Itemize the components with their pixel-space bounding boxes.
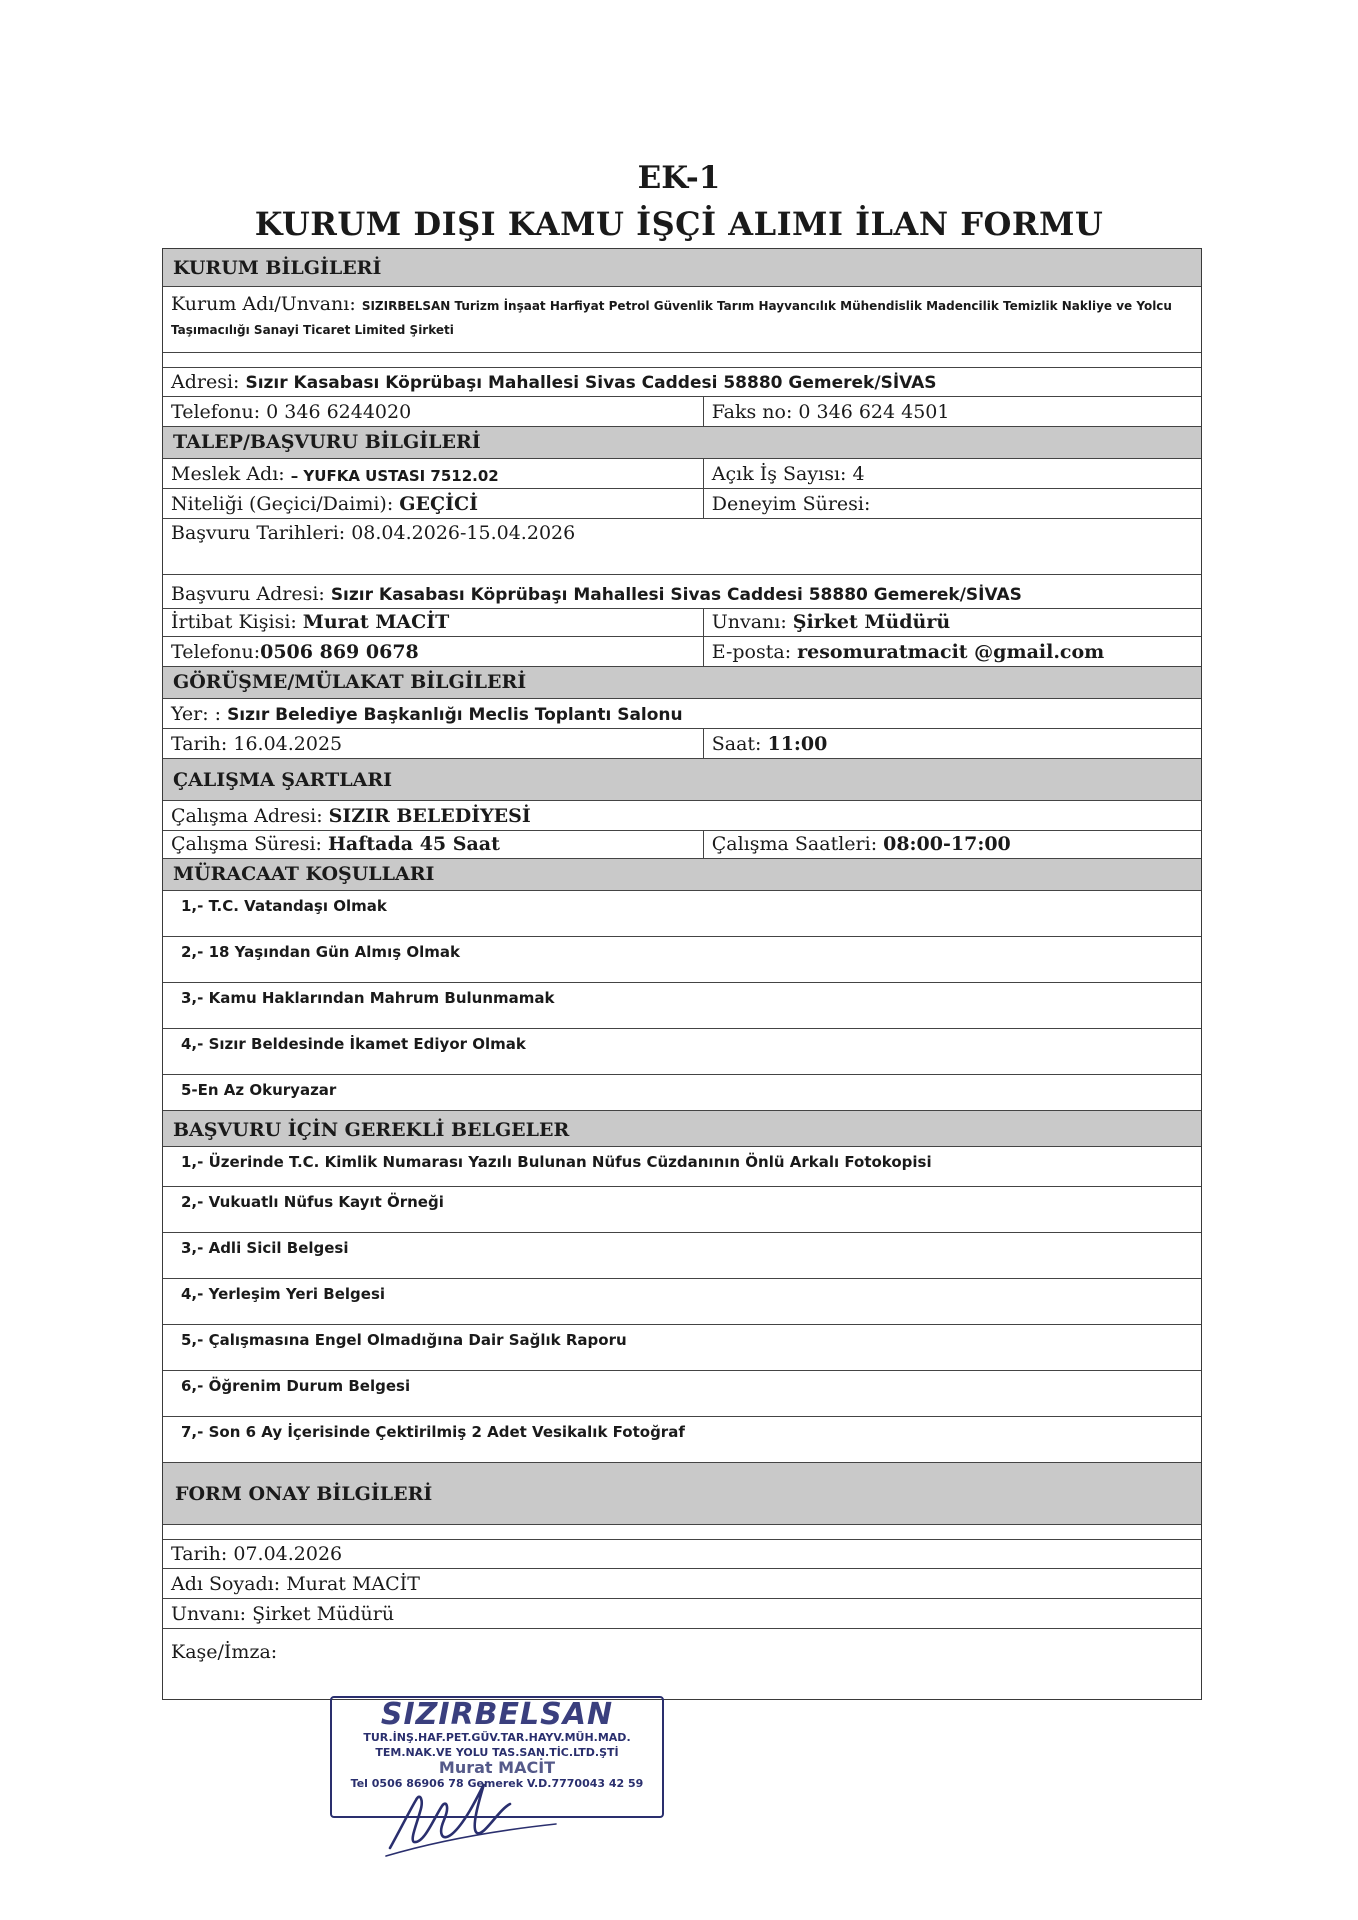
muracaat-item: 5-En Az Okuryazar [163,1075,1201,1111]
belge-item: 6,- Öğrenim Durum Belgesi [163,1371,1201,1417]
kurum-adi-value: SIZIRBELSAN Turizm İnşaat Harfiyat Petrol Güvenlik Tarım Hayvancılık Mühendislik Madencilik Temizlik Nakliye ve Yolcu Taşımacılığı Sanayi Ticaret Limited Şirketi [171,299,1172,337]
section-muracaat-header: MÜRACAAT KOŞULLARI [163,859,1201,891]
signature-icon [380,1770,560,1860]
basvuru-adresi-label: Başvuru Adresi: [171,583,325,605]
deneyim-suresi: Deneyim Süresi: [703,489,1201,518]
belge-item: 4,- Yerleşim Yeri Belgesi [163,1279,1201,1325]
basvuru-adresi-row [163,575,1201,609]
section-talep-header: TALEP/BAŞVURU BİLGİLERİ [163,427,1201,459]
eposta-label: E-posta: [711,641,792,663]
section-kurum-header: KURUM BİLGİLERİ [163,249,1201,287]
belgeler-list [163,1147,1201,1463]
belge-item: 7,- Son 6 Ay İçerisinde Çektirilmiş 2 Adet Vesikalık Fotoğraf [163,1417,1201,1463]
acik-is-sayisi: Açık İş Sayısı: 4 [703,459,1201,488]
kurum-faks: Faks no: 0 346 624 4501 [703,397,1201,426]
announcement-form [162,248,1202,1700]
section-calisma-header: ÇALIŞMA ŞARTLARI [163,759,1201,801]
calisma-suresi-value: Haftada 45 Saat [327,833,500,855]
telefon-value: 0506 869 0678 [260,641,419,663]
yer-row [163,699,1201,729]
kurum-telefon: Telefonu: 0 346 6244020 [171,401,412,423]
nitelik-row [163,489,1201,519]
basvuru-tarihleri-row [163,519,1201,575]
section-belgeler-header: BAŞVURU İÇİN GEREKLİ BELGELER [163,1111,1201,1147]
yer-label: Yer: : [171,703,222,725]
section-onay-header: FORM ONAY BİLGİLERİ [163,1463,1201,1525]
muracaat-item: 3,- Kamu Haklarından Mahrum Bulunmamak [163,983,1201,1029]
irtibat-row [163,609,1201,637]
meslek-row [163,459,1201,489]
calisma-saatleri-value: 08:00-17:00 [883,833,1011,855]
kurum-adi-label: Kurum Adı/Unvanı: [171,293,356,315]
stamp-line-1: TUR.İNŞ.HAF.PET.GÜV.TAR.HAYV.MÜH.MAD. [363,1731,631,1744]
irtibat-value: Murat MACİT [302,611,450,633]
nitelik-value: GEÇİCİ [399,493,478,515]
belge-item: 5,- Çalışmasına Engel Olmadığına Dair Sağlık Raporu [163,1325,1201,1371]
gorusme-tarih-row [163,729,1201,759]
belge-item: 1,- Üzerinde T.C. Kimlik Numarası Yazılı Bulunan Nüfus Cüzdanının Önlü Arkalı Fotokopisi [163,1147,1201,1187]
kase-imza-label: Kaşe/İmza: [171,1641,278,1663]
onay-adi-soyadi: Adı Soyadı: Murat MACİT [163,1569,1201,1599]
iletisim-row [163,637,1201,667]
muracaat-item: 1,- T.C. Vatandaşı Olmak [163,891,1201,937]
basvuru-adresi-value: Sızır Kasabası Köprübaşı Mahallesi Sivas Caddesi 58880 Gemerek/SİVAS [330,585,1022,605]
kurum-adi-row [163,287,1201,353]
calisma-adresi-label: Çalışma Adresi: [171,805,323,827]
kurum-adres-value: Sızır Kasabası Köprübaşı Mahallesi Sivas Caddesi 58880 Gemerek/SİVAS [245,373,937,393]
kurum-telefon-row [163,397,1201,427]
gorusme-tarih: Tarih: 16.04.2025 [171,733,343,755]
belge-item: 2,- Vukuatlı Nüfus Kayıt Örneği [163,1187,1201,1233]
muracaat-list [163,891,1201,1111]
nitelik-label: Niteliği (Geçici/Daimi): [171,493,394,515]
calisma-saatleri-label: Çalışma Saatleri: [711,833,878,855]
kase-imza-row [163,1629,1201,1699]
saat-value: 11:00 [767,733,828,755]
yer-value: Sızır Belediye Başkanlığı Meclis Toplantı Salonu [227,705,683,725]
saat-label: Saat: [711,733,762,755]
calisma-suresi-label: Çalışma Süresi: [171,833,322,855]
stamp-line-2: TEM.NAK.VE YOLU TAS.SAN.TİC.LTD.ŞTİ [375,1746,619,1759]
irtibat-label: İrtibat Kişisi: [171,611,297,633]
belge-item: 3,- Adli Sicil Belgesi [163,1233,1201,1279]
stamp-line-3: Tel 0506 86906 78 Gemerek V.D.7770043 42 59 [350,1777,644,1790]
calisma-adresi-row [163,801,1201,831]
basvuru-tarihleri: Başvuru Tarihleri: 08.04.2026-15.04.2026 [171,522,576,544]
muracaat-item: 2,- 18 Yaşından Gün Almış Olmak [163,937,1201,983]
onay-unvan: Unvanı: Şirket Müdürü [163,1599,1201,1629]
meslek-label: Meslek Adı: [171,463,285,485]
kurum-adres-label: Adresi: [171,371,240,393]
eposta-value: resomuratmacit @gmail.com [797,641,1105,663]
muracaat-item: 4,- Sızır Beldesinde İkamet Ediyor Olmak [163,1029,1201,1075]
telefon-label: Telefonu: [171,641,261,663]
calisma-adresi-value: SIZIR BELEDİYESİ [328,805,531,827]
section-gorusme-header: GÖRÜŞME/MÜLAKAT BİLGİLERİ [163,667,1201,699]
calisma-suresi-row [163,831,1201,859]
unvan-value: Şirket Müdürü [792,611,951,633]
unvan-label: Unvanı: [711,611,787,633]
kurum-adres-row [163,367,1201,397]
stamp-brand: SIZIRBELSAN [380,1697,614,1732]
stamp-name: Murat MACİT [438,1758,556,1777]
form-code: EK-1 [637,160,721,196]
form-title: KURUM DIŞI KAMU İŞÇİ ALIMI İLAN FORMU [254,205,1104,243]
onay-tarih: Tarih: 07.04.2026 [163,1539,1201,1569]
meslek-value: – YUFKA USTASI 7512.02 [290,467,499,485]
